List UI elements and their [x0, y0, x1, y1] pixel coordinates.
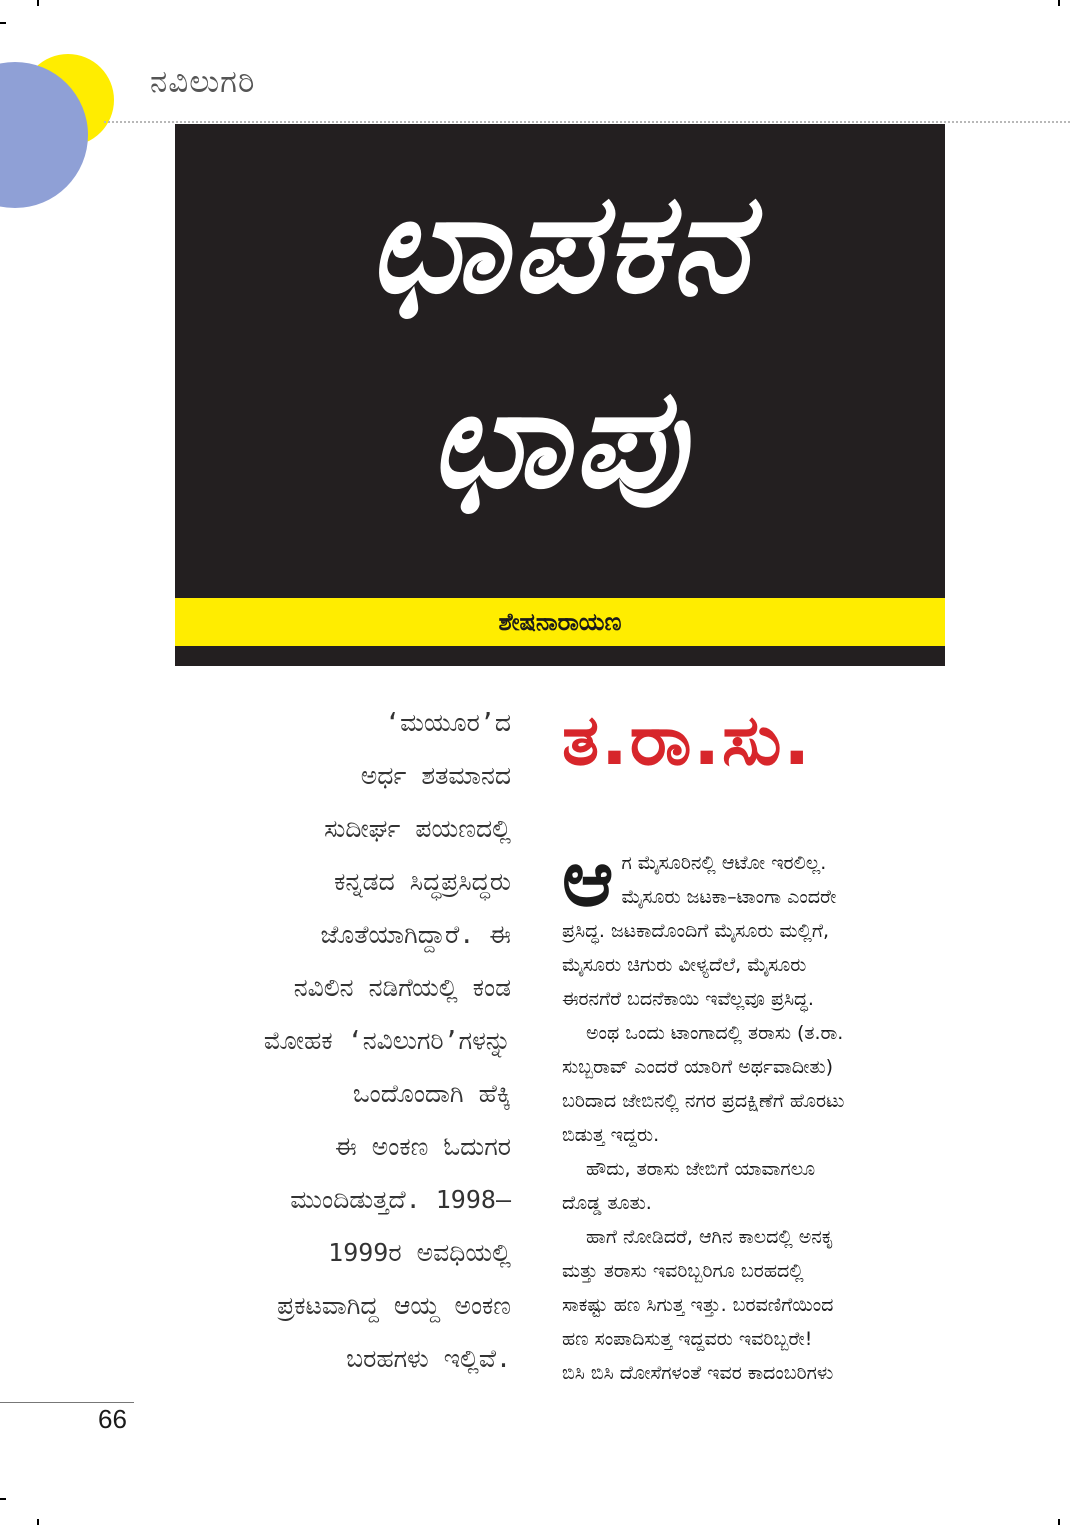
article-line: ಮೈಸೂರು ಚಿಗುರು ವೀಳ್ಯದೆಲೆ, ಮೈಸೂರು	[562, 954, 807, 976]
article-line: ಮೈಸೂರು ಜಟಕಾ–ಟಾಂಗಾ ಎಂದರೇ	[621, 886, 837, 908]
article-line: ದೊಡ್ಡ ತೂತು.	[562, 1192, 652, 1214]
crop-mark-top-left	[37, 0, 39, 6]
intro-text	[150, 696, 511, 1385]
page-number: 66	[98, 1404, 127, 1434]
crop-mark-left-top	[0, 22, 6, 24]
intro-line: ಮುಂದಿಡುತ್ತದೆ. 1998–	[290, 1185, 511, 1214]
intro-line: ಒಂದೊಂದಾಗಿ ಹೆಕ್ಕಿ	[352, 1079, 511, 1108]
intro-line: ಅರ್ಧ ಶತಮಾನದ	[360, 761, 511, 790]
intro-line: ನವಿಲಿನ ನಡಿಗೆಯಲ್ಲಿ ಕಂಡ	[293, 973, 511, 1002]
article-line: ಸುಬ್ಬರಾವ್ ಎಂದರೆ ಯಾರಿಗೆ ಅರ್ಥವಾದೀತು)	[562, 1056, 834, 1078]
article-line: ಗ ಮೈಸೂರಿನಲ್ಲಿ ಆಟೋ ಇರಲಿಲ್ಲ.	[621, 852, 827, 874]
page-number-rule	[0, 1402, 134, 1403]
article-body	[562, 834, 946, 1390]
article-line: ಪ್ರಸಿದ್ಧ. ಜಟಕಾದೊಂದಿಗೆ ಮೈಸೂರು ಮಲ್ಲಿಗೆ,	[562, 920, 830, 942]
intro-line: ಈ ಅಂಕಣ ಓದುಗರ	[335, 1132, 511, 1161]
author-name: ಶೇಷನಾರಾಯಣ	[175, 598, 945, 646]
article-line: ಬಿಡುತ್ತ ಇದ್ದರು.	[562, 1124, 660, 1146]
intro-line: ಮೋಹಕ ‘ನವಿಲುಗರಿ’ಗಳನ್ನು	[263, 1026, 511, 1055]
crop-mark-left-bottom	[0, 1498, 6, 1500]
article-line: ಈರನಗೆರೆ ಬದನೆಕಾಯಿ ಇವೆಲ್ಲವೂ ಪ್ರಸಿದ್ಧ.	[562, 988, 814, 1010]
article-line: ಹೌದು, ತರಾಸು ಜೇಬಿಗೆ ಯಾವಾಗಲೂ	[586, 1158, 816, 1180]
intro-line: ಪ್ರಕಟವಾಗಿದ್ದ ಆಯ್ದ ಅಂಕಣ	[277, 1291, 511, 1320]
intro-line: 1999ರ ಅವಧಿಯಲ್ಲಿ	[328, 1238, 511, 1267]
intro-line: ಕನ್ನಡದ ಸಿದ್ಧಪ್ರಸಿದ್ಧರು	[334, 867, 511, 896]
article-line: ಬಿಸಿ ಬಿಸಿ ದೋಸೆಗಳಂತೆ ಇವರ ಕಾದಂಬರಿಗಳು	[562, 1362, 834, 1384]
intro-line: ಸುದೀರ್ಘ ಪಯಣದಲ್ಲಿ	[324, 814, 511, 843]
banner-title-line-1: ಛಾಪಕನ	[368, 161, 752, 324]
section-title: ನವಿಲುಗರಿ	[150, 64, 256, 100]
banner-title-line-2: ಛಾಪು	[430, 356, 690, 519]
article-line: ಹಾಗೆ ನೋಡಿದರೆ, ಆಗಿನ ಕಾಲದಲ್ಲಿ ಅನಕೃ	[586, 1226, 834, 1248]
crop-mark-bottom-left	[37, 1519, 39, 1525]
article-line: ಸಾಕಷ್ಟು ಹಣ ಸಿಗುತ್ತ ಇತ್ತು. ಬರವಣಿಗೆಯಿಂದ	[562, 1294, 834, 1316]
article-line: ಹಣ ಸಂಪಾದಿಸುತ್ತ ಇದ್ದವರು ಇವರಿಬ್ಬರೇ!	[562, 1328, 813, 1350]
article-title: ತ.ರಾ.ಸು.	[562, 699, 813, 781]
article-line: ಬರಿದಾದ ಜೇಬಿನಲ್ಲಿ ನಗರ ಪ್ರದಕ್ಷಿಣೆಗೆ ಹೊರಟು	[562, 1090, 845, 1112]
intro-line: ‘ಮಯೂರ’ದ	[385, 708, 511, 737]
title-banner	[175, 124, 945, 666]
drop-cap: ಆ	[562, 834, 614, 924]
crop-mark-top-right	[1058, 0, 1060, 6]
article-line: ಅಂಥ ಒಂದು ಟಾಂಗಾದಲ್ಲಿ ತರಾಸು (ತ.ರಾ.	[586, 1022, 844, 1044]
intro-line: ಜೊತೆಯಾಗಿದ್ದಾರೆ. ಈ	[320, 920, 511, 949]
header-dotted-rule	[104, 121, 1070, 123]
article-line: ಮತ್ತು ತರಾಸು ಇವರಿಬ್ಬರಿಗೂ ಬರಹದಲ್ಲಿ	[562, 1260, 804, 1282]
crop-mark-bottom-right	[1058, 1519, 1060, 1525]
intro-line: ಬರಹಗಳು ಇಲ್ಲಿವೆ.	[346, 1344, 511, 1373]
